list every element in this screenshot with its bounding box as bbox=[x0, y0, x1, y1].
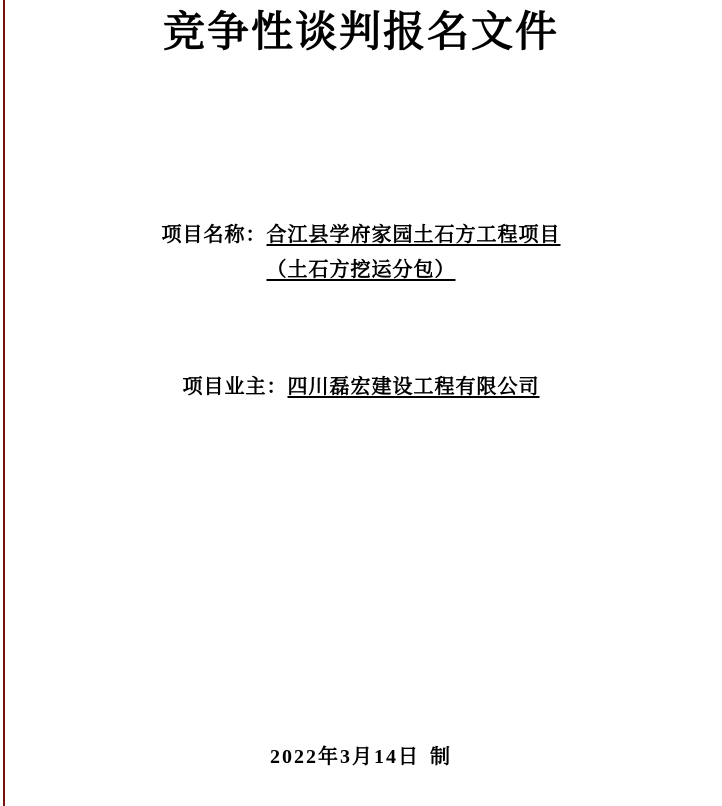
project-owner-block bbox=[0, 370, 722, 399]
project-name-line-1 bbox=[0, 218, 722, 253]
project-owner-line bbox=[0, 370, 722, 399]
document-date-suffix: 制 bbox=[430, 746, 452, 768]
project-name-line-2 bbox=[0, 253, 722, 288]
left-margin-rule bbox=[3, 0, 5, 806]
document-date-block bbox=[0, 740, 722, 769]
project-name-block bbox=[0, 218, 722, 288]
project-name-value-continued: （土石方挖运分包） bbox=[266, 259, 456, 281]
project-name-label: 项目名称： bbox=[161, 224, 267, 246]
project-name-value: 合江县学府家园土石方工程项目 bbox=[266, 224, 561, 246]
project-owner-value: 四川磊宏建设工程有限公司 bbox=[287, 376, 540, 398]
page-title: 竞争性谈判报名文件 bbox=[162, 10, 559, 56]
project-owner-label: 项目业主： bbox=[182, 376, 288, 398]
document-date: 2022年3月14日 bbox=[270, 746, 420, 768]
